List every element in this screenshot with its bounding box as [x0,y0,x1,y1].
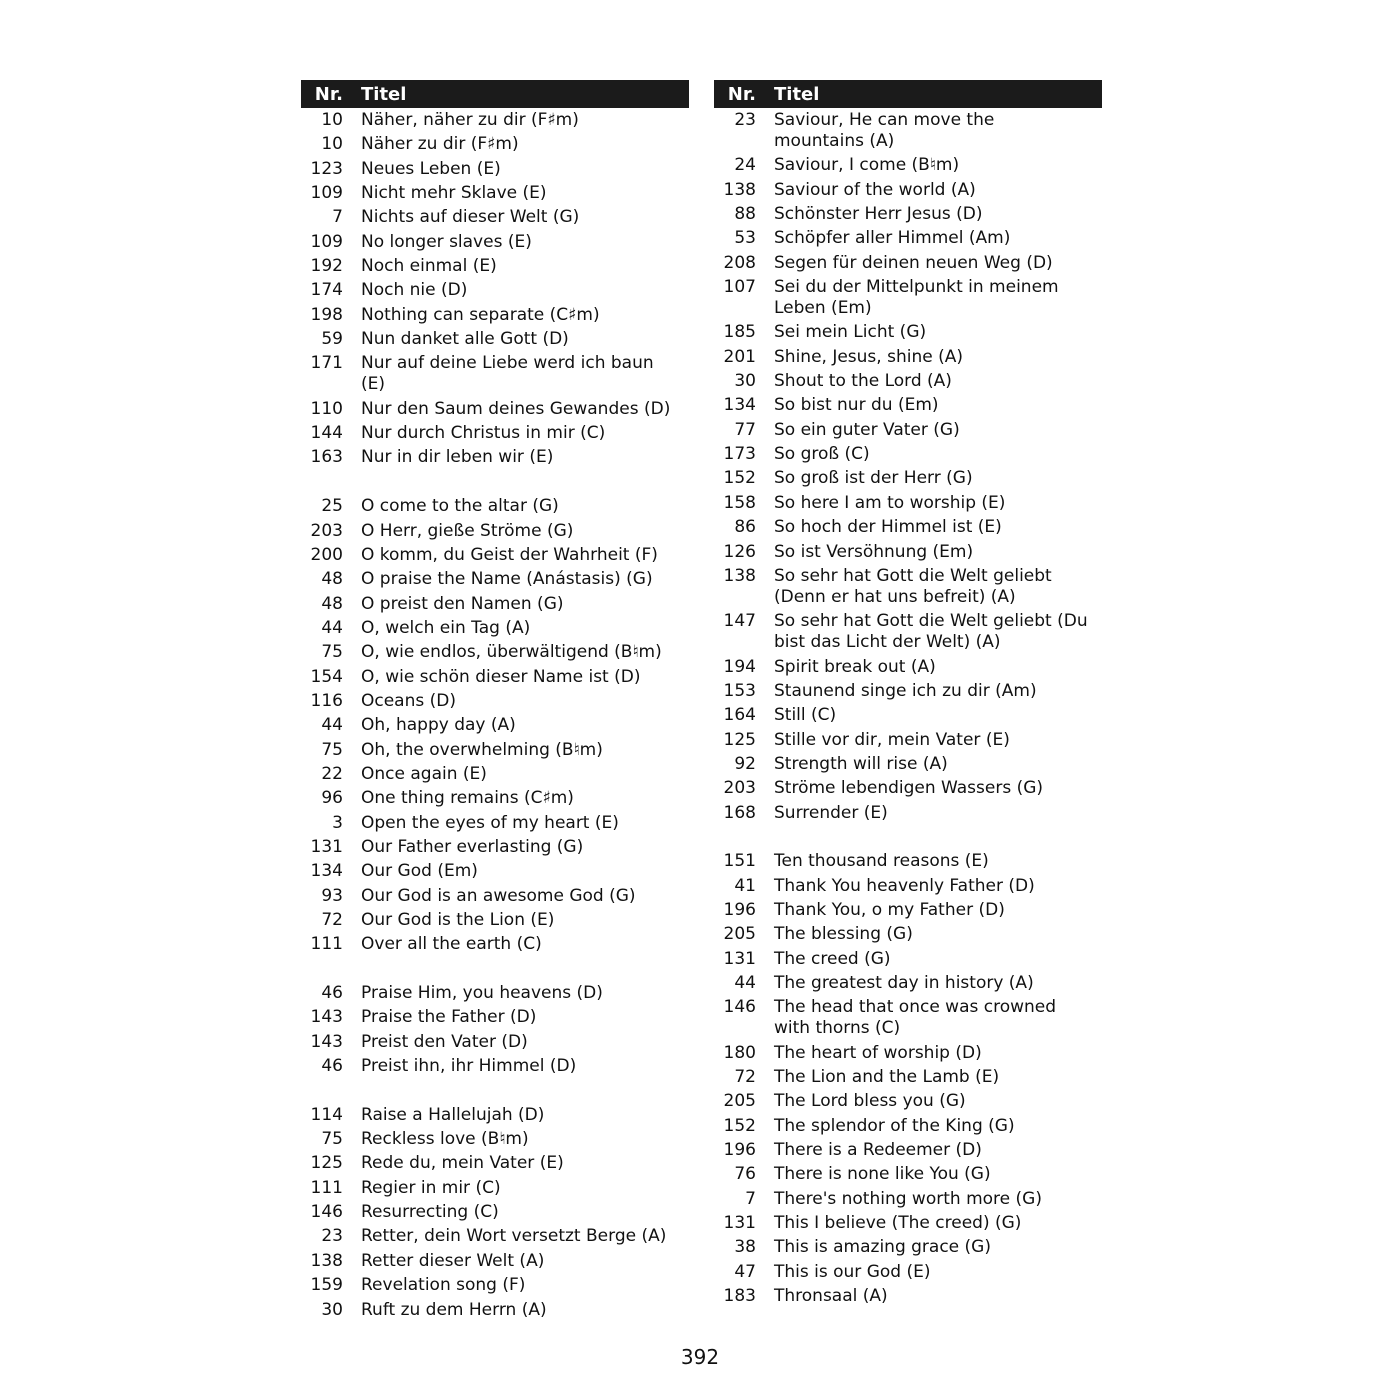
song-number: 126 [723,541,756,562]
song-number: 92 [734,753,756,774]
song-entry [714,493,1102,514]
song-number: 88 [734,204,756,225]
song-number: 107 [723,277,756,298]
song-title: There is none like You (G) [774,1164,991,1185]
song-entry [714,803,1102,824]
song-entry [301,399,689,420]
song-entry [301,667,689,688]
song-entry [714,517,1102,538]
song-title: Ruft zu dem Herrn (A) [361,1299,547,1320]
song-number: 46 [321,983,343,1004]
song-number: 44 [321,617,343,638]
song-title: Schönster Herr Jesus (D) [774,204,983,225]
song-number: 30 [321,1299,343,1320]
header-nr: Nr. [314,83,343,105]
song-title: Once again (E) [361,763,487,784]
song-number: 131 [310,836,343,857]
song-entry [301,280,689,301]
header-nr: Nr. [727,83,756,105]
song-title: Thronsaal (A) [774,1286,888,1307]
song-number: 185 [723,322,756,343]
song-entry [301,1251,689,1272]
song-number: 75 [321,739,343,760]
song-entry [301,232,689,253]
song-number: 168 [723,802,756,823]
song-title: Näher zu dir (F♯m) [361,134,519,155]
song-title: Preist den Vater (D) [361,1031,528,1052]
song-entry [714,778,1102,799]
song-title: Retter dieser Welt (A) [361,1250,545,1271]
song-entry [301,983,689,1004]
song-entry [714,1067,1102,1088]
song-title: Näher, näher zu dir (F♯m) [361,110,579,130]
song-number: 59 [321,329,343,350]
song-number: 146 [723,997,756,1018]
song-entry [714,705,1102,726]
song-title: So groß (C) [774,444,870,465]
song-title: O, wie endlos, überwältigend (B♮m) [361,642,662,663]
song-title: So sehr hat Gott die Welt geliebt (Du bist das Licht der Welt) (A) [774,611,1088,653]
song-title: Schöpfer aller Himmel (Am) [774,228,1011,249]
song-title: Nur in dir leben wir (E) [361,447,554,468]
column-header [714,80,1102,108]
song-number: 48 [321,593,343,614]
song-number: 72 [734,1067,756,1088]
song-entry [714,542,1102,563]
song-entry [301,353,689,395]
song-entry [301,1153,689,1174]
song-number: 152 [723,468,756,489]
song-number: 23 [321,1226,343,1247]
song-title: This is amazing grace (G) [774,1237,991,1258]
song-entry [301,886,689,907]
song-title: Noch einmal (E) [361,256,497,277]
song-number: 138 [310,1250,343,1271]
column-header [301,80,689,108]
song-number: 46 [321,1056,343,1077]
song-title: Saviour, He can move the mountains (A) [774,110,995,151]
song-entry [301,618,689,639]
song-number: 183 [723,1286,756,1307]
song-number: 44 [734,973,756,993]
song-number: 72 [321,910,343,930]
song-title: Raise a Hallelujah (D) [361,1104,545,1125]
song-entry [301,569,689,590]
song-entry [714,876,1102,897]
song-number: 41 [734,875,756,896]
song-entry [301,305,689,326]
song-number: 76 [734,1164,756,1185]
song-number: 138 [723,565,756,586]
song-entry [301,1032,689,1053]
song-entry [301,521,689,542]
song-entry [714,228,1102,249]
song-title: Nur auf deine Liebe werd ich baun (E) [361,353,654,395]
song-number: 93 [321,885,343,906]
song-title: Segen für deinen neuen Weg (D) [774,252,1053,273]
song-number: 109 [310,231,343,252]
song-number: 171 [310,353,343,374]
song-entry [714,395,1102,416]
song-number: 201 [723,346,756,367]
song-number: 23 [734,110,756,130]
song-title: So sehr hat Gott die Welt geliebt (Denn er hat uns befreit) (A) [774,565,1052,607]
song-entry [301,1202,689,1223]
song-number: 143 [310,1031,343,1052]
song-title: Oceans (D) [361,690,456,711]
song-number: 53 [734,228,756,249]
song-entry [714,754,1102,775]
song-entry [714,444,1102,465]
song-entry [301,1056,689,1077]
song-entry [301,159,689,180]
song-entry [301,691,689,712]
song-entry [301,1007,689,1028]
song-number: 96 [321,788,343,809]
song-entry [301,837,689,858]
song-number: 125 [723,729,756,750]
song-title: Open the eyes of my heart (E) [361,812,619,833]
song-title: This I believe (The creed) (G) [774,1213,1022,1234]
song-number: 173 [723,444,756,465]
song-entry [301,861,689,882]
song-entry [301,813,689,834]
song-entry [301,447,689,468]
song-number: 47 [734,1261,756,1282]
song-number: 205 [723,1091,756,1112]
song-title: Noch nie (D) [361,280,468,301]
song-title: Sei mein Licht (G) [774,322,927,343]
song-entry [301,1300,689,1321]
song-title: Shine, Jesus, shine (A) [774,346,963,367]
song-number: 24 [734,155,756,176]
song-title: The Lord bless you (G) [774,1091,966,1112]
song-title: So bist nur du (Em) [774,395,939,416]
song-entry [301,110,689,131]
song-title: Thank You, o my Father (D) [774,899,1005,920]
song-title: Our God is the Lion (E) [361,910,555,930]
song-number: 111 [310,1177,343,1198]
song-entry [301,1226,689,1247]
song-entry [301,207,689,228]
song-number: 7 [745,1188,756,1209]
song-entry [714,468,1102,489]
song-entry [301,329,689,350]
song-number: 7 [332,207,343,228]
song-entry [714,1262,1102,1283]
song-entry [301,764,689,785]
song-entry [301,134,689,155]
song-entry [714,1189,1102,1210]
song-number: 109 [310,183,343,204]
song-entry [714,1213,1102,1234]
song-entry [714,973,1102,994]
song-title: The creed (G) [774,948,891,969]
song-title: Nur durch Christus in mir (C) [361,423,606,444]
song-title: Our God (Em) [361,861,478,882]
song-entry [301,642,689,663]
song-title: Our God is an awesome God (G) [361,885,636,906]
header-title: Titel [361,83,407,105]
song-title: Spirit break out (A) [774,656,936,677]
song-number: 151 [723,851,756,872]
song-title: Preist ihn, ihr Himmel (D) [361,1056,577,1077]
song-entry [714,851,1102,872]
song-title: No longer slaves (E) [361,231,532,252]
song-entry [714,277,1102,319]
song-title: Nichts auf dieser Welt (G) [361,207,580,228]
song-entry [301,423,689,444]
song-title: Nicht mehr Sklave (E) [361,183,547,204]
song-number: 205 [723,924,756,945]
song-number: 134 [723,395,756,416]
song-title: Our Father everlasting (G) [361,836,584,857]
song-entry [301,715,689,736]
song-title: Staunend singe ich zu dir (Am) [774,680,1037,701]
song-entry [714,900,1102,921]
song-number: 134 [310,861,343,882]
song-number: 44 [321,715,343,736]
song-list-right [714,110,1102,1307]
song-title: Thank You heavenly Father (D) [774,875,1035,896]
song-number: 3 [332,812,343,833]
song-title: So groß ist der Herr (G) [774,468,973,489]
song-number: 153 [723,680,756,701]
song-title: One thing remains (C♯m) [361,788,574,809]
song-number: 30 [734,371,756,392]
song-number: 48 [321,569,343,590]
song-title: Revelation song (F) [361,1275,526,1296]
song-number: 143 [310,1007,343,1028]
song-number: 196 [723,899,756,920]
song-entry [714,420,1102,441]
song-title: O come to the altar (G) [361,496,559,517]
song-title: So ein guter Vater (G) [774,419,960,440]
song-title: Neues Leben (E) [361,158,501,179]
song-entry [714,347,1102,368]
song-list-left [301,110,689,1321]
song-title: Rede du, mein Vater (E) [361,1153,564,1174]
song-entry [714,657,1102,678]
song-entry [714,155,1102,176]
song-number: 208 [723,252,756,273]
song-entry [301,1105,689,1126]
song-number: 110 [310,398,343,419]
song-entry [301,256,689,277]
song-entry [714,997,1102,1039]
song-entry [714,1140,1102,1161]
song-title: The greatest day in history (A) [774,973,1034,993]
song-title: The blessing (G) [774,924,913,945]
song-entry [714,322,1102,343]
song-number: 180 [723,1042,756,1063]
song-entry [714,1043,1102,1064]
song-entry [301,594,689,615]
song-title: Surrender (E) [774,802,888,823]
song-title: Strength will rise (A) [774,753,948,774]
song-title: Saviour of the world (A) [774,179,976,200]
song-title: Nun danket alle Gott (D) [361,329,569,350]
song-title: Reckless love (B♮m) [361,1129,529,1150]
song-number: 25 [321,496,343,517]
section-gap [301,1080,689,1104]
song-number: 114 [310,1104,343,1125]
song-number: 203 [723,778,756,799]
song-number: 111 [310,934,343,955]
song-title: Shout to the Lord (A) [774,371,952,392]
song-number: 116 [310,690,343,711]
song-entry [714,110,1102,152]
song-entry [714,1286,1102,1307]
song-title: O komm, du Geist der Wahrheit (F) [361,544,658,565]
song-title: O, welch ein Tag (A) [361,617,531,638]
song-number: 146 [310,1202,343,1223]
song-title: The heart of worship (D) [774,1042,982,1063]
section-gap [714,827,1102,851]
song-entry [714,949,1102,970]
song-entry [714,730,1102,751]
song-title: Over all the earth (C) [361,934,542,955]
song-entry [301,740,689,761]
song-number: 75 [321,1129,343,1150]
song-number: 75 [321,642,343,663]
song-number: 200 [310,544,343,565]
song-title: Still (C) [774,705,837,726]
song-title: So hoch der Himmel ist (E) [774,517,1002,538]
song-number: 174 [310,280,343,301]
song-number: 164 [723,705,756,726]
song-entry [301,1275,689,1296]
section-gap [301,472,689,496]
song-title: Praise Him, you heavens (D) [361,983,603,1004]
song-entry [301,1178,689,1199]
song-number: 144 [310,423,343,444]
song-number: 125 [310,1153,343,1174]
song-title: So here I am to worship (E) [774,492,1006,513]
song-title: Resurrecting (C) [361,1202,499,1223]
song-entry [714,1116,1102,1137]
song-title: The Lion and the Lamb (E) [774,1067,1000,1088]
header-title: Titel [774,83,820,105]
song-title: O, wie schön dieser Name ist (D) [361,666,641,687]
song-title: Retter, dein Wort versetzt Berge (A) [361,1226,667,1247]
song-number: 131 [723,1213,756,1234]
song-number: 77 [734,419,756,440]
song-entry [714,180,1102,201]
song-entry [714,611,1102,653]
index-column-right [714,80,1102,1310]
song-entry [714,924,1102,945]
song-title: There is a Redeemer (D) [774,1140,982,1161]
song-number: 192 [310,256,343,277]
song-entry [301,788,689,809]
song-title: O Herr, gieße Ströme (G) [361,520,574,541]
song-entry [301,183,689,204]
song-title: Nur den Saum deines Gewandes (D) [361,398,671,419]
page-number: 392 [680,1345,720,1369]
song-title: Oh, the overwhelming (B♮m) [361,739,603,760]
song-entry [714,1091,1102,1112]
song-number: 38 [734,1237,756,1258]
section-gap [301,959,689,983]
song-entry [301,545,689,566]
song-number: 196 [723,1140,756,1161]
song-title: Sei du der Mittelpunkt in meinem Leben (Em) [774,277,1059,319]
song-title: Ten thousand reasons (E) [774,851,989,872]
song-entry [714,253,1102,274]
song-number: 22 [321,763,343,784]
song-number: 10 [321,134,343,155]
song-entry [301,910,689,931]
index-column-left [301,80,689,1324]
song-title: The head that once was crowned with thorns (C) [774,997,1057,1039]
song-title: O praise the Name (Anástasis) (G) [361,569,653,590]
song-number: 194 [723,656,756,677]
song-number: 163 [310,447,343,468]
song-number: 203 [310,520,343,541]
song-title: Regier in mir (C) [361,1177,501,1198]
song-title: So ist Versöhnung (Em) [774,541,974,562]
song-entry [714,566,1102,608]
song-number: 147 [723,611,756,632]
song-title: Nothing can separate (C♯m) [361,304,600,325]
song-number: 159 [310,1275,343,1296]
song-title: There's nothing worth more (G) [774,1188,1042,1209]
song-entry [714,1164,1102,1185]
song-title: Stille vor dir, mein Vater (E) [774,729,1010,750]
song-entry [714,204,1102,225]
song-number: 198 [310,304,343,325]
song-entry [714,371,1102,392]
song-number: 86 [734,517,756,538]
song-title: O preist den Namen (G) [361,593,564,614]
song-number: 131 [723,948,756,969]
song-number: 158 [723,492,756,513]
song-title: The splendor of the King (G) [774,1115,1015,1136]
song-entry [714,1237,1102,1258]
song-title: Oh, happy day (A) [361,715,516,736]
song-number: 154 [310,666,343,687]
song-entry [301,496,689,517]
song-entry [301,934,689,955]
song-title: Ströme lebendigen Wassers (G) [774,778,1044,799]
song-number: 138 [723,179,756,200]
song-entry [714,681,1102,702]
song-entry [301,1129,689,1150]
song-number: 123 [310,158,343,179]
song-number: 152 [723,1115,756,1136]
song-title: This is our God (E) [774,1261,931,1282]
song-title: Saviour, I come (B♮m) [774,155,960,176]
song-number: 10 [321,110,343,130]
song-title: Praise the Father (D) [361,1007,537,1028]
